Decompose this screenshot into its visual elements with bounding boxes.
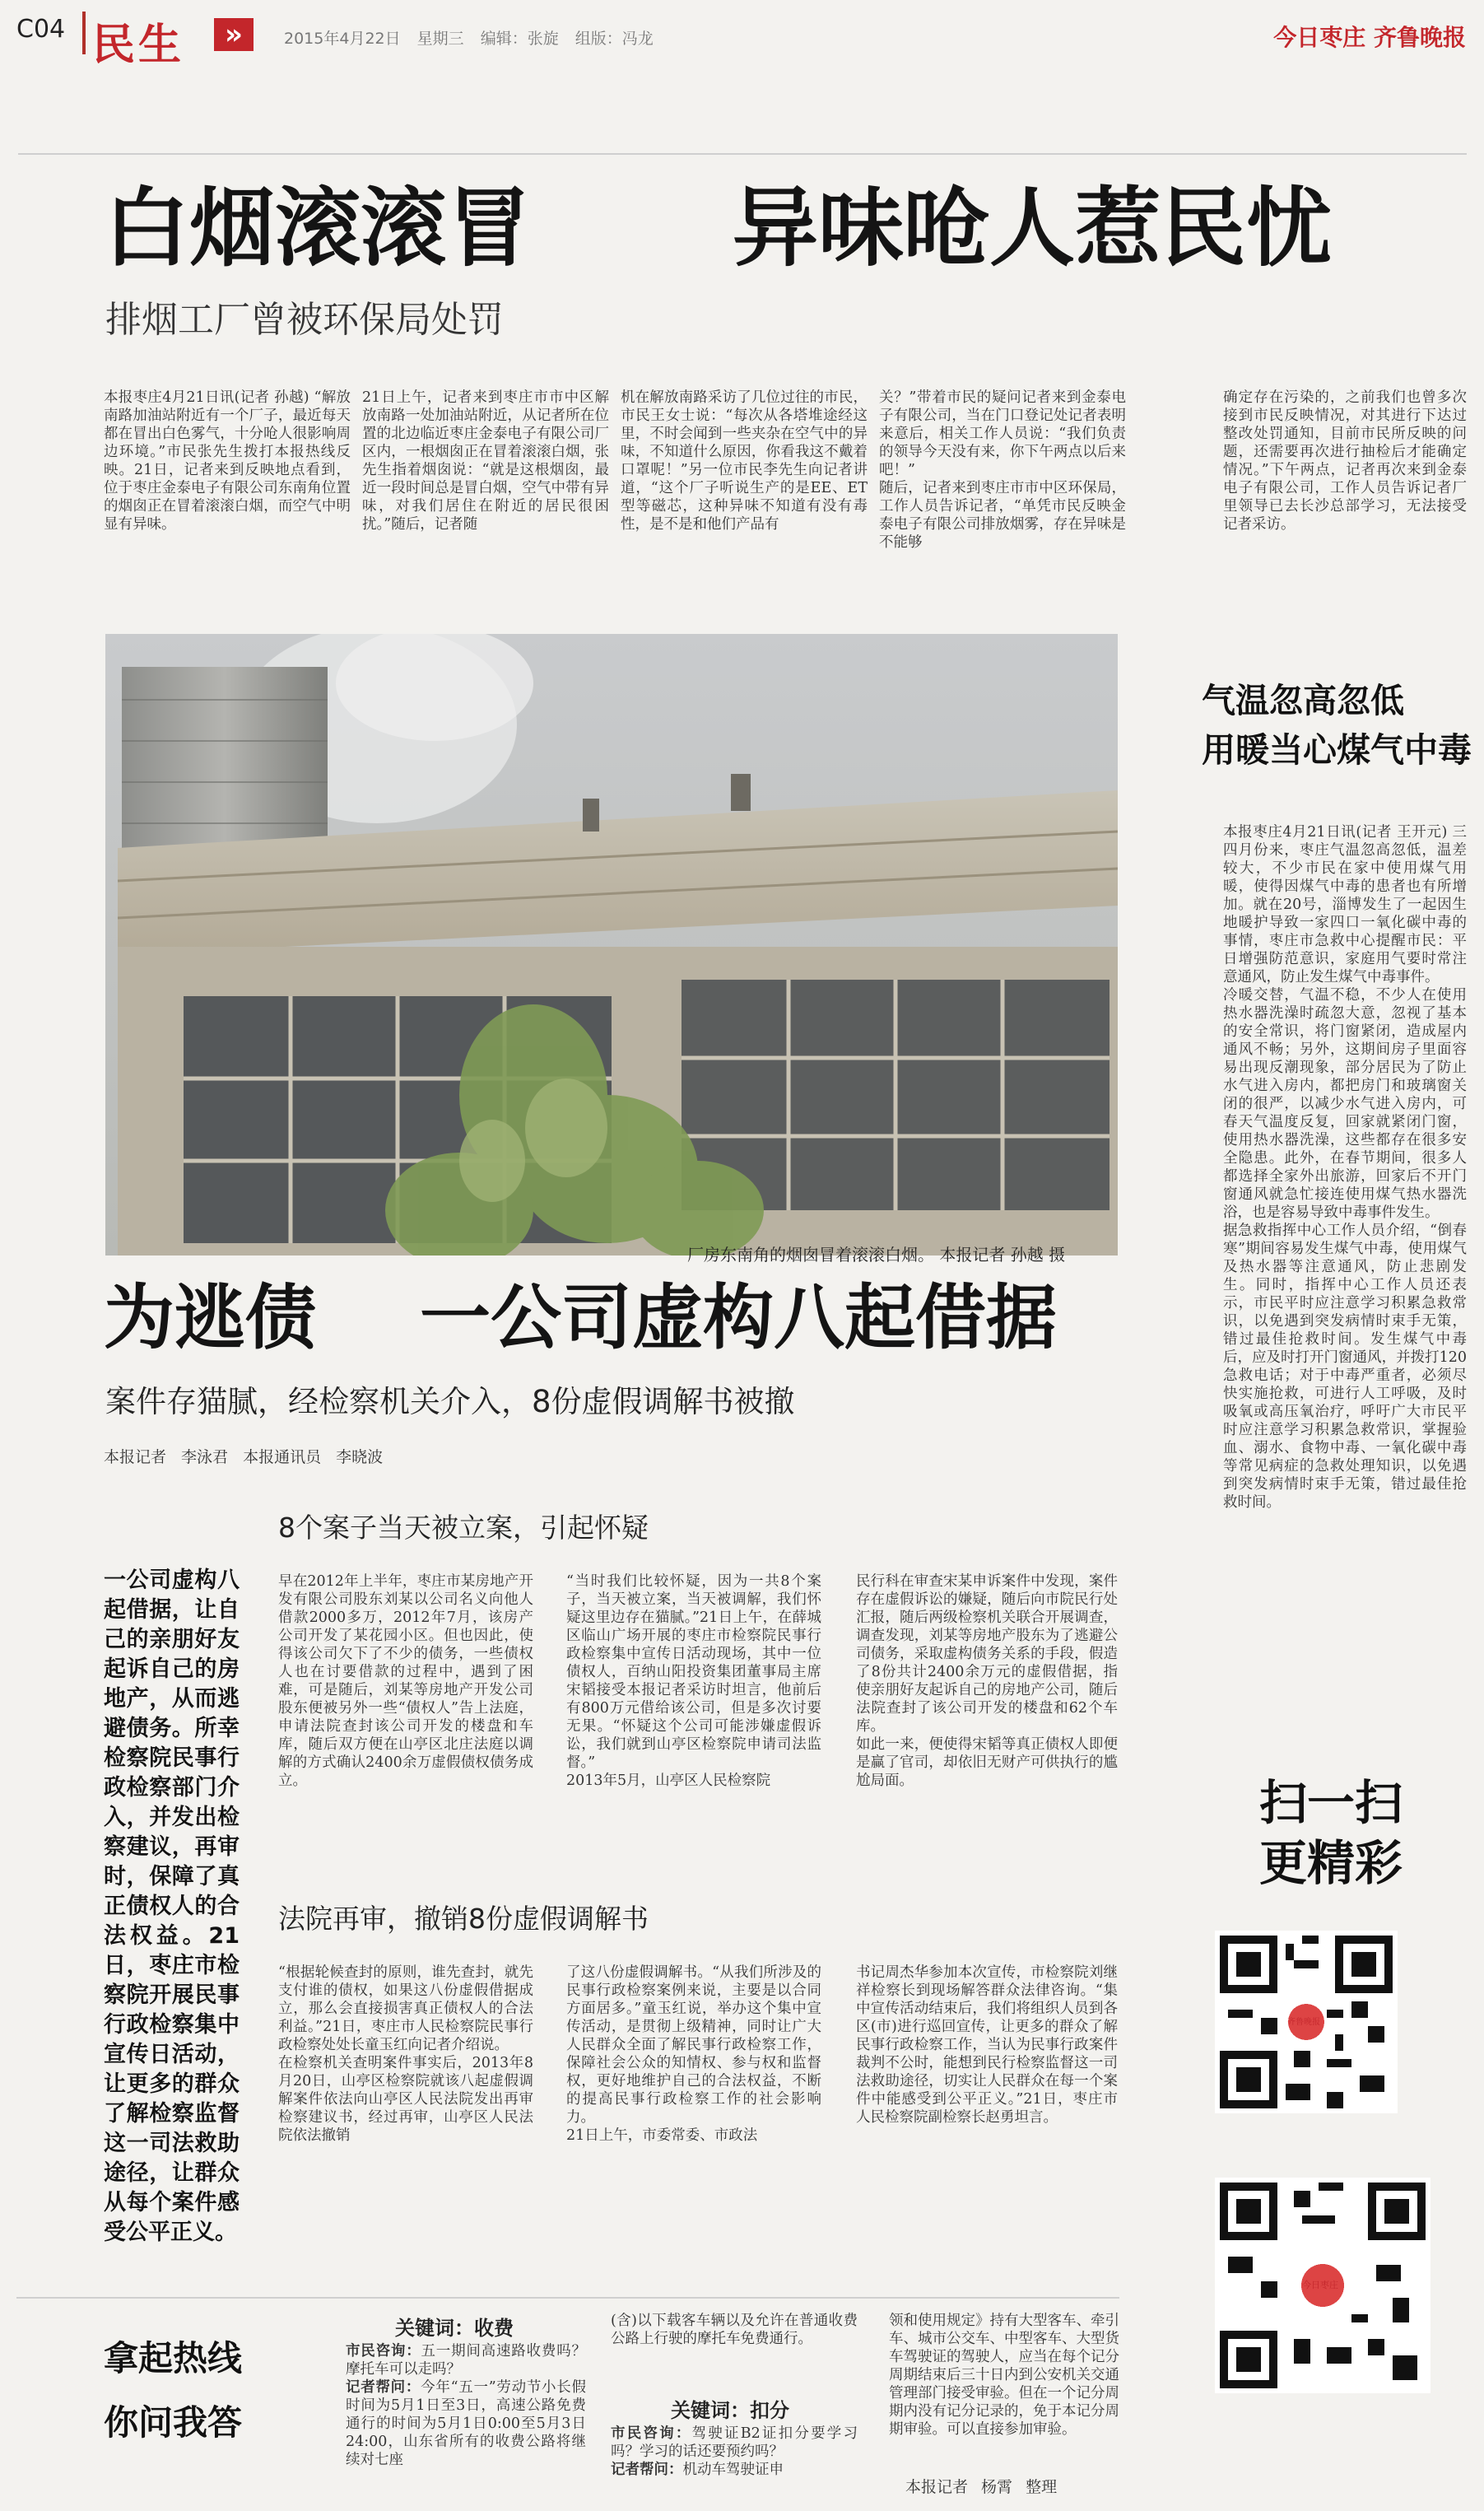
- header-rule: [18, 153, 1467, 155]
- hotline-title-2: 你问我答: [104, 2402, 243, 2443]
- bottom-rule: [16, 2297, 1119, 2299]
- citizen-question-label-2: 市民咨询：: [611, 2425, 692, 2442]
- keyword-fees-continued: (含)以下载客车辆以及允许在普通收费公路上行驶的摩托车免费通行。: [611, 2313, 858, 2347]
- photo-caption: 厂房东南角的烟囱冒着滚滚白烟。 本报记者 孙越 摄: [687, 1245, 1066, 1265]
- issue-date: 2015年4月22日: [284, 30, 401, 48]
- citizen-question-2: 驾驶证B2证扣分要学习吗？学习的话还要预约吗？: [611, 2425, 858, 2460]
- article2-sub2-column-1: “根据轮候查封的原则，谁先查封，就先支付谁的债权，如果这八份虚假借据成立，那么会直接损害真正债权人的合法利益。”21日，枣庄市人民检察院民事行政检察处处长童玉红向记者介绍说。 在检察机关查明案件事实后，2013年8月20日，山亭区检察院就该八起虚假调解案件依法向山亭区人民法院发出再审检察建议书，经过再审，山亭区人民法院依法撤销: [278, 1964, 533, 2144]
- article1-column-4: 关？”带着市民的疑问记者来到金泰电子有限公司，当在门口登记处记者表明来意后，相关工作人员说：“我们负责的领导今天没有来，你下午两点以后来吧！” 随后，记者来到枣庄市市中区环保局，工作人员告诉记者，“单凭市民反映金泰电子有限公司排放烟雾，存在异味是不能够: [879, 389, 1126, 551]
- qr-code-1-label: 齐鲁晚报: [1287, 2018, 1320, 2027]
- keyword-points: 关键词：扣分: [671, 2399, 789, 2422]
- qr-code-2[interactable]: [1215, 2178, 1431, 2393]
- sidebar-body: 本报枣庄4月21日讯(记者 王开元) 三四月份来，枣庄气温忽高忽低，温差较大，不少市民在家中使用煤气用暖，使得因煤气中毒的患者也有所增加。就在20号，淄博发生了一起因生地暖护导致一家四口一氧化碳中毒的事情，枣庄市急救中心提醒市民：平日增强防范意识，家庭用气要时常注意通风，防止发生煤气中毒事件。 冷暖交替，气温不稳，不少人在使用热水器洗澡时疏忽大意，忽视了基本的安全常识，将门窗紧闭，造成屋内通风不畅；另外，这期间房子里面容易出现反潮现象，部分居民为了防止水气进入房内，都把房门和玻璃窗关闭的很严，以减少水气进入房内，可春天气温度反复，回家就紧闭门窗，使用热水器洗澡，这些都存在很多安全隐患。此外，在春节期间，很多人都选择全家外出旅游，回家后不开门窗通风就急忙接连使用煤气热水器洗浴，也是容易导致中毒事件发生。 据急救指挥中心工作人员介绍，“倒春寒”期间容易发生煤气中毒，使用煤气及热水器等注意通风，防止悲剧发生。同时，指挥中心工作人员还表示，市民平时应注意学习积累急救常识，以免遇到突发病情时束手无策，错过最佳抢救时间。发生煤气中毒后，应及时打开门窗通风，并拨打120急救电话；对于中毒严重者，必须尽快实施抢救，可进行人工呼吸，及时吸氧或高压氧治疗，呼吁广大市民平时应注意学习积累急救常识，掌握验血、溺水、食物中毒、一氧化碳中毒等常见病症的急救处理知识，以免遇到突发病情时束手无策，错过最佳抢救时间。: [1223, 824, 1467, 1511]
- article2-sub2-column-3: 书记周杰华参加本次宣传，市检察院刘继祥检察长到现场解答群众法律咨询。“集中宣传活动结束后，我们将组织人员到各区(市)进行巡回宣传，让更多的群众了解民事行政检察工作，当认为民事行政案件裁判不公时，能想到民行检察监督这一司法救助途径，切实让人民群众在每一个案件中能感受到公平正义。”21日，枣庄市人民检察院副检察长赵勇坦言。: [856, 1964, 1118, 2126]
- page-number: C04: [16, 15, 66, 44]
- article2-byline: 本报记者 李泳君 本报通讯员 李晓波: [104, 1448, 384, 1466]
- sidebar-title-line-2: 用暖当心煤气中毒: [1202, 730, 1472, 770]
- issue-weekday: 星期三: [416, 30, 464, 48]
- reporter-answer-label-2: 记者帮问：: [611, 2462, 683, 2478]
- article2-lead: 一公司虚构八起借据，让自己的亲朋好友起诉自己的房地产，从而逃避债务。所幸检察院民事行政检察部门介入，并发出检察建议，再审时，保障了真正债权人的合法权益。21日，枣庄市检察院开展民事行政检察集中宣传日活动，让更多的群众了解检察监督这一司法救助途径，让群众从每个案件感受公平正义。: [104, 1568, 240, 2245]
- header-divider: [82, 12, 86, 54]
- section-chevron-icon: »: [214, 18, 254, 51]
- keyword-points-continued: 领和使用规定》持有大型客车、牵引车、城市公交车、中型客车、大型货车驾驶证的驾驶人，应当在每个记分周期结束后三十日内到公安机关交通管理部门接受审验。但在一个记分周期内没有记分记录的，免于本记分周期审验。可以直接参加审验。: [889, 2313, 1119, 2438]
- reporter-answer-label: 记者帮问：: [346, 2379, 421, 2396]
- hotline-title-1: 拿起热线: [104, 2338, 243, 2378]
- issue-layout: 组版：冯龙: [575, 30, 654, 48]
- article2-sub1-column-2: “当时我们比较怀疑，因为一共8个案子，当天被立案，当天被调解，我们怀疑这里边存在猫腻。”21日上午，在薛城区临山广场开展的枣庄市检察院民事行政检察集中宣传日活动现场，其中一位债权人，百纳山阳投资集团董事局主席宋韬接受本报记者采访时坦言，他前后有800万元借给该公司，但是多次讨要无果。“怀疑这个公司可能涉嫌虚假诉讼，我们就到山亭区检察院申请司法监督。” 2013年5月，山亭区人民检察院: [566, 1573, 821, 1789]
- qr-code-1[interactable]: [1215, 1931, 1398, 2113]
- article1-subtitle: 排烟工厂曾被环保局处罚: [105, 299, 504, 341]
- article2-subheading-1: 8个案子当天被立案，引起怀疑: [278, 1512, 649, 1544]
- article2-sub1-column-3: 民行科在审查宋某申诉案件中发现，案件存在虚假诉讼的嫌疑，随后向市院民行处汇报，随后两级检察机关联合开展调查，调查发现，刘某等房地产股东为了逃避公司债务，采取虚构债务关系的手段，假造了8份共计2400余万元的虚假借据，指使亲朋好友起诉自己的房地产公司，随后法院查封了该公司开发的楼盘和62个车库。 如此一来，便使得宋韬等真正债权人即便是赢了官司，却依旧无财产可供执行的尴尬局面。: [856, 1573, 1118, 1789]
- article2-title-part2: 一公司虚构八起借据: [420, 1277, 1057, 1359]
- article2-sub2-column-2: 了这八份虚假调解书。“从我们所涉及的民事行政检察案例来说，主要是以合同方面居多。”童玉红说，举办这个集中宣传活动，是贯彻上级精神，同时让广大人民群众全面了解民事行政检察工作，保障社会公众的知情权、参与权和监督权，更好地维护自己的合法权益，不断的提高民事行政检察工作的社会影响力。 21日上午，市委常委、市政法: [566, 1964, 821, 2144]
- scan-prompt-line-1: 扫一扫: [1259, 1775, 1403, 1831]
- reporter-answer-2: 机动车驾驶证申: [682, 2462, 784, 2478]
- article1-title-part2: 异味呛人惹民忧: [733, 178, 1333, 278]
- scan-prompt-line-2: 更精彩: [1259, 1835, 1403, 1891]
- issue-meta: [284, 26, 654, 49]
- article1-column-2: 21日上午，记者来到枣庄市市中区解放南路一处加油站附近，从记者所在位置的北边临近枣庄金泰电子有限公司厂区内，一根烟囱正在冒着滚滚白烟，张先生指着烟囱说：“就是这根烟囱，最近一段时间总是冒白烟，空气中带有异味，对我们居住在附近的居民很困扰。”随后，记者随: [362, 389, 609, 533]
- article1-column-1: 本报枣庄4月21日讯(记者 孙越) “解放南路加油站附近有一个厂子，最近每天都在冒出白色雾气，十分呛人很影响周边环境。”市民张先生拨打本报热线反映。21日，记者来到反映地点看到，位于枣庄金泰电子有限公司东南角位置的烟囱正在冒着滚滚白烟，而空气中明显有异味。: [104, 389, 351, 533]
- citizen-question: 五一期间高速路收费吗？摩托车可以走吗？: [346, 2343, 586, 2378]
- citizen-question-label: 市民咨询：: [346, 2343, 421, 2360]
- hotline-signature: 本报记者 杨霄 整理: [905, 2478, 1058, 2496]
- article2-sub1-column-1: 早在2012年上半年，枣庄市某房地产开发有限公司股东刘某以公司名义向他人借款2000多万，2012年7月，该房产公司开发了某花园小区。但也因此，使得该公司欠下了不少的债务，一些债权人也在讨要借款的过程中，遇到了困难，可是随后，刘某等房地产开发公司股东便被另外一些“债权人”告上法庭，申请法院查封该公司开发的楼盘和车库，随后双方便在山亭区北庄法庭以调解的方式确认2400余万虚假债权债务成立。: [278, 1573, 533, 1789]
- article1-column-5: 确定存在污染的，之前我们也曾多次接到市民反映情况，对其进行下达过整改处罚通知，目前市民所反映的问题，还需要再次进行抽检后才能确定情况。”下午两点，记者再次来到金泰电子有限公司，工作人员告诉记者厂里领导已去长沙总部学习，无法接受记者采访。: [1223, 389, 1467, 533]
- article1-column-3: 机在解放南路采访了几位过往的市民，市民王女士说：“每次从各塔堆途经这里，不时会闻到一些夹杂在空气中的异味，不知道什么原因，你看我这不戴着口罩呢！”另一位市民李先生向记者讲道，“这个厂子听说生产的是EE、ET型等磁芯，这种异味不知道有没有毒性，是不是和他们产品有: [621, 389, 868, 533]
- keyword-points-body: [611, 2425, 858, 2507]
- keyword-fees-body: [346, 2342, 586, 2507]
- qr-code-2-label: 今日枣庄: [1302, 2280, 1338, 2290]
- newspaper-brand: 今日枣庄 齐鲁晚报: [1273, 24, 1466, 51]
- article2-subtitle: 案件存猫腻，经检察机关介入，8份虚假调解书被撤: [105, 1384, 795, 1419]
- keyword-fees: 关键词：收费: [395, 2317, 514, 2340]
- sidebar-title-line-1: 气温忽高忽低: [1202, 681, 1404, 720]
- reporter-answer: 今年“五一”劳动节小长假时间为5月1日至3日，高速公路免费通行的时间为5月1日0:00至5月3日24:00，山东省所有的收费公路将继续对七座: [346, 2379, 586, 2468]
- article1-title-part1: 白烟滚滚冒: [104, 178, 533, 278]
- article1-photo: [105, 634, 1118, 1256]
- section-name: 民生: [92, 21, 185, 70]
- factory-chimney-photo: [105, 634, 1118, 1256]
- article2-title-part1: 为逃债: [104, 1277, 316, 1359]
- article2-subheading-2: 法院再审，撤销8份虚假调解书: [278, 1903, 649, 1935]
- issue-editor: 编辑：张旋: [480, 30, 559, 48]
